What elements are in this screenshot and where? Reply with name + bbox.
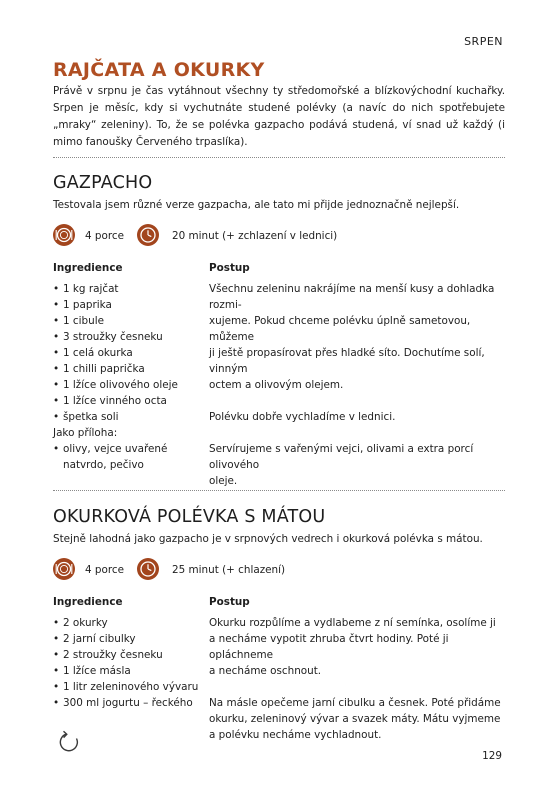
ingredient-item: • špetka soli: [53, 409, 178, 425]
method-line: a necháme vypotit zhruba čtvrt hodiny. Poté ji opláchneme: [209, 633, 449, 661]
chapter-intro: Právě v srpnu je čas vytáhnout všechny ty středomořské a blízkovýchodní kuchařky. Srpen je měsíc, kdy si vychutnáte studené polévky (a navíc do nich spotřebujete „mraky“ zeleniny). To, že se polévka gazpacho podává studená, ví snad už každý (i mimo fanoušky Červeného trpaslíka).: [53, 85, 505, 148]
ingredient-item: • 1 lžíce vinného octa: [53, 393, 178, 409]
ingredient-item: • 1 litr zeleninového vývaru: [53, 679, 198, 695]
method-line: ji ještě propasírovat přes hladké síto. Dochutíme solí, vinným: [209, 347, 485, 375]
method-paragraph: [209, 615, 507, 679]
method-line: Polévku dobře vychladíme v lednici.: [209, 411, 396, 423]
method-paragraph: [209, 281, 507, 393]
method-line: Okurku rozpůlíme a vydlabeme z ní semínka, osolíme ji: [209, 617, 496, 629]
ingredient-item: • 1 celá okurka: [53, 345, 178, 361]
running-head: SRPEN: [464, 35, 503, 48]
method-line: Na másle opečeme jarní cibulku a česnek. Poté přidáme: [209, 697, 501, 709]
ingredient-item: • 1 lžíce másla: [53, 663, 198, 679]
side-dish-item: • olivy, vejce uvařené: [53, 441, 178, 457]
method-text: [209, 615, 507, 743]
plate-icon: [53, 224, 75, 246]
plate-icon: [53, 558, 75, 580]
ingredient-item: • 1 kg rajčat: [53, 281, 178, 297]
ingredient-item: • 2 jarní cibulky: [53, 631, 198, 647]
recipe-title: OKURKOVÁ POLÉVKA S MÁTOU: [53, 507, 326, 527]
recipe-description: Testovala jsem různé verze gazpacha, ale tato mi přijde jednoznačně nejlepší.: [53, 199, 460, 211]
ingredient-item: • 1 paprika: [53, 297, 178, 313]
ingredient-item: • 300 ml jogurtu – řeckého: [53, 695, 198, 711]
method-line: octem a olivovým olejem.: [209, 379, 344, 391]
ingredient-item: • 1 cibule: [53, 313, 178, 329]
ingredient-item: • 3 stroužky česneku: [53, 329, 178, 345]
chapter-title: RAJČATA A OKURKY: [53, 59, 265, 81]
side-dish-label: Jako příloha:: [53, 427, 118, 439]
method-line: Všechnu zeleninu nakrájíme na menší kusy a dohladka rozmi-: [209, 283, 495, 311]
ingredient-item: • 2 okurky: [53, 615, 198, 631]
back-arrow-icon[interactable]: [56, 729, 82, 755]
recipe-title: GAZPACHO: [53, 173, 153, 193]
method-heading: Postup: [209, 262, 250, 274]
servings-text: 4 porce: [85, 564, 125, 576]
ingredients-heading: Ingredience: [53, 596, 123, 608]
method-heading: Postup: [209, 596, 250, 608]
method-paragraph: [209, 695, 507, 743]
side-dish-item-continued: natvrdo, pečivo: [63, 459, 144, 471]
method-line: oleje.: [209, 475, 238, 487]
section-divider: [53, 490, 505, 491]
ingredients-list: [53, 615, 198, 711]
section-divider: [53, 157, 505, 158]
method-paragraph: [209, 409, 507, 425]
ingredient-item: • 1 lžíce olivového oleje: [53, 377, 178, 393]
method-line: a necháme oschnout.: [209, 665, 322, 677]
method-line: a polévku necháme vychladnout.: [209, 729, 382, 741]
clock-icon: [137, 224, 159, 246]
method-paragraph: [209, 441, 507, 489]
clock-icon: [137, 558, 159, 580]
method-line: xujeme. Pokud chceme polévku úplně sametovou, můžeme: [209, 315, 471, 343]
page-number: 129: [482, 750, 502, 762]
recipe-description: Stejně lahodná jako gazpacho je v srpnových vedrech i okurková polévka s mátou.: [53, 533, 483, 545]
ingredient-item: • 1 chilli paprička: [53, 361, 178, 377]
method-line: okurku, zeleninový vývar a svazek máty. Mátu vyjmeme: [209, 713, 501, 725]
method-line: Servírujeme s vařenými vejci, olivami a extra porcí olivového: [209, 443, 474, 471]
time-text: 25 minut (+ chlazení): [172, 564, 286, 576]
method-text: [209, 281, 507, 489]
ingredients-list: [53, 281, 178, 473]
ingredient-item: • 2 stroužky česneku: [53, 647, 198, 663]
time-text: 20 minut (+ zchlazení v lednici): [172, 230, 338, 242]
ingredients-heading: Ingredience: [53, 262, 123, 274]
servings-text: 4 porce: [85, 230, 125, 242]
